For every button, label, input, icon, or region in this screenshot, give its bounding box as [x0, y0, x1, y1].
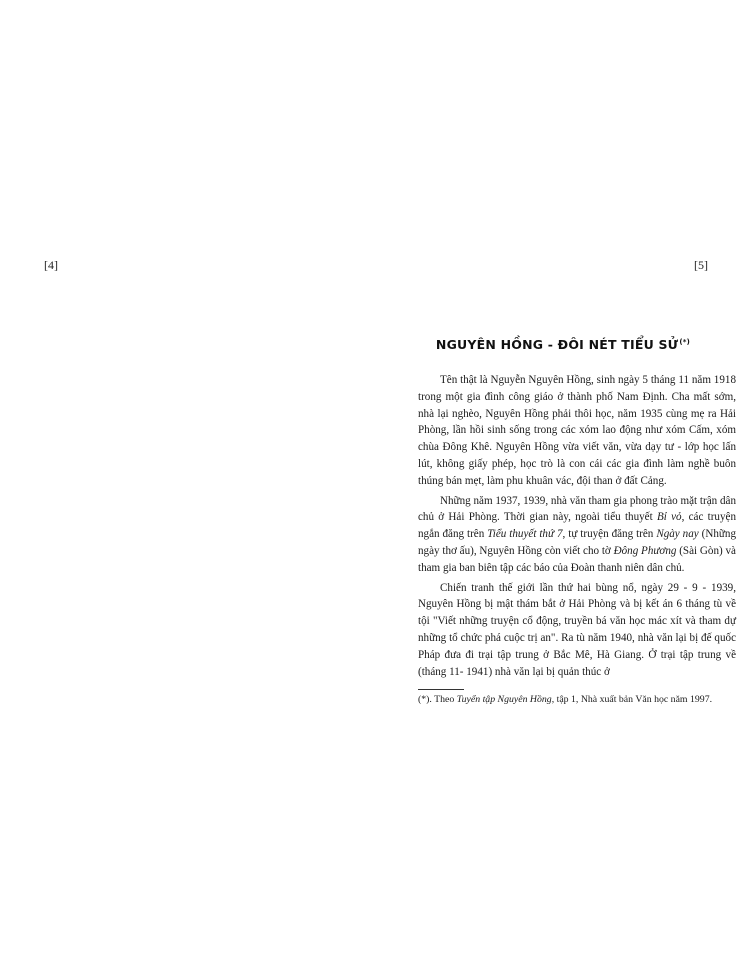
- paragraph-3: Chiến tranh thế giới lần thứ hai bùng nổ, ngày 29 - 9 - 1939, Nguyên Hồng bị mật thám bắt ở Hải Phòng và bị kết án 6 tháng tù về tội "Viết những truyện cổ động, truyền bá văn học mác xít và tham dự những tổ chức phá cuộc trị an". Ra tù năm 1940, nhà văn lại bị đế quốc Pháp đưa đi trại tập trung ở Bắc Mê, Hà Giang. Ở trại tập trung về (tháng 11- 1941) nhà văn lại bị quản thúc ở: [418, 581, 736, 678]
- footnote-divider: [418, 689, 464, 690]
- body-text: [418, 372, 736, 680]
- chapter-title: [418, 337, 690, 352]
- paragraph-1: Tên thật là Nguyễn Nguyên Hồng, sinh ngày 5 tháng 11 năm 1918 trong một gia đình công giáo ở thành phố Nam Định. Cha mất sớm, nhà lại nghèo, Nguyên Hồng phải thôi học, năm 1935 cùng mẹ ra Hải Phòng, lần hồi sinh sống trong các xóm lao động như xóm Cấm, xóm chùa Đông Khê. Nguyên Hồng vừa viết văn, vừa dạy tư - lớp học lấn lút, không giấy phép, học trò là con cái các gia đình làm nghề buôn thúng bán mẹt, làm phu khuân vác, đội than ở đất Cảng.: [418, 374, 736, 487]
- footnote-prefix: (*). Theo: [418, 694, 457, 705]
- paragraph-2-text: (Những ngày thơ ấu), Nguyên Hồng còn viết cho tờ: [418, 528, 737, 557]
- footnote-marker: (*): [679, 338, 690, 346]
- left-page-number: [4]: [44, 258, 58, 272]
- title-dong-phuong: Đông Phương: [613, 544, 677, 557]
- paragraph-2-text: Những năm 1937, 1939, nhà văn tham gia phong trào mặt trận dân chủ ở Hải Phòng. Thời gian này, ngoài tiểu thuyết: [418, 494, 736, 524]
- footnote-source-title: Tuyển tập Nguyên Hồng: [456, 694, 552, 705]
- right-page-number: [5]: [694, 258, 708, 272]
- chapter-title-text: NGUYÊN HỒNG - ĐÔI NÉT TIỂU SỬ: [435, 337, 679, 352]
- title-bi-vo: Bỉ vỏ: [656, 511, 682, 524]
- paragraph-2-text: , tự truyện đăng trên: [562, 528, 657, 541]
- paragraph-2-text: , các truyện ngắn đăng trên: [418, 511, 736, 541]
- footnote: [418, 694, 740, 706]
- title-ngay-nay: Ngày nay: [656, 528, 699, 541]
- title-tieu-thuyet-thu-7: Tiểu thuyết thứ 7: [487, 528, 563, 541]
- paragraph-2: [418, 493, 736, 577]
- paragraph-2-text: (Sài Gòn) và tham gia ban biên tập các báo của Đoàn thanh niên dân chủ.: [418, 544, 736, 574]
- footnote-suffix: , tập 1, Nhà xuất bản Văn học năm 1997.: [551, 694, 713, 705]
